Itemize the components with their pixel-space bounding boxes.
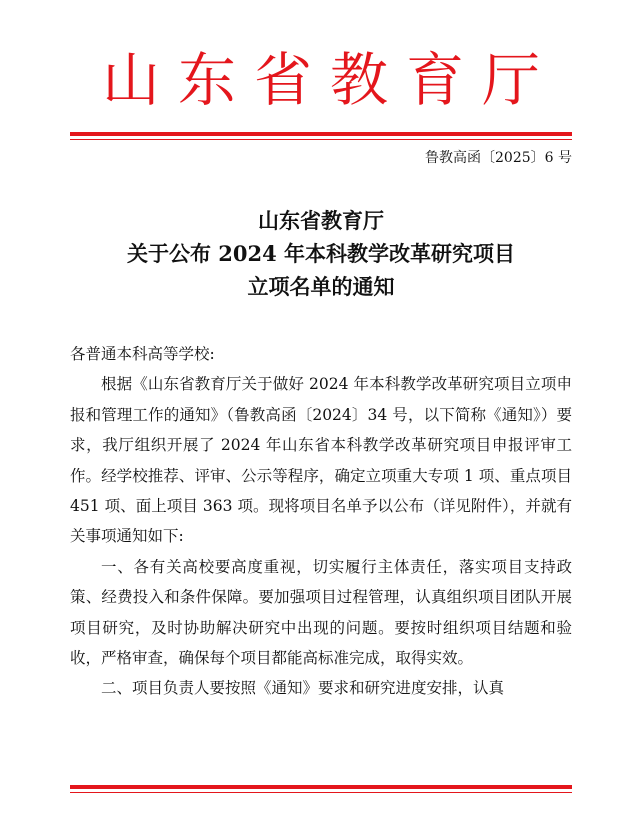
masthead-agency-name: 山东省教育厅 xyxy=(101,46,558,114)
document-title xyxy=(0,204,642,303)
title-line-1: 山东省教育厅 xyxy=(258,208,384,233)
document-body xyxy=(70,339,572,704)
salutation: 各普通本科高等学校: xyxy=(70,345,215,363)
masthead-red-rule-thick xyxy=(70,132,572,136)
title-line-3: 立项名单的通知 xyxy=(247,274,395,299)
paragraph-item-1: 一、各有关高校要高度重视，切实履行主体责任，落实项目支持政策、经费投入和条件保障。要加强项目过程管理，认真组织项目团队开展项目研究，及时协助解决研究中出现的问题。要按时组织项目结题和验收，严格审查，确保每个项目都能高标准完成，取得实效。 xyxy=(70,557,572,668)
document-number: 鲁教高函〔2025〕6 号 xyxy=(425,150,572,166)
footer-red-rule-thin xyxy=(70,792,572,793)
title-line-2: 关于公布 2024 年本科教学改革研究项目 xyxy=(126,241,516,266)
footer-red-rule-thick xyxy=(70,785,572,789)
masthead-red-rule-thin xyxy=(70,139,572,140)
paragraph-item-2: 二、项目负责人要按照《通知》要求和研究进度安排，认真 xyxy=(101,679,505,698)
paragraph-intro: 根据《山东省教育厅关于做好 2024 年本科教学改革研究项目立项申报和管理工作的通知》（鲁教高函〔2024〕34 号，以下简称《通知》）要求，我厅组织开展了 2024 年山东省本科教学改革研究项目申报评审工作。经学校推荐、评审、公示等程序，确定立项重大专项 1 项、重点项目 451 项、面上项目 363 项。现将项目名单予以公布（详见附件），并就有关事项通知如下: xyxy=(70,375,572,546)
